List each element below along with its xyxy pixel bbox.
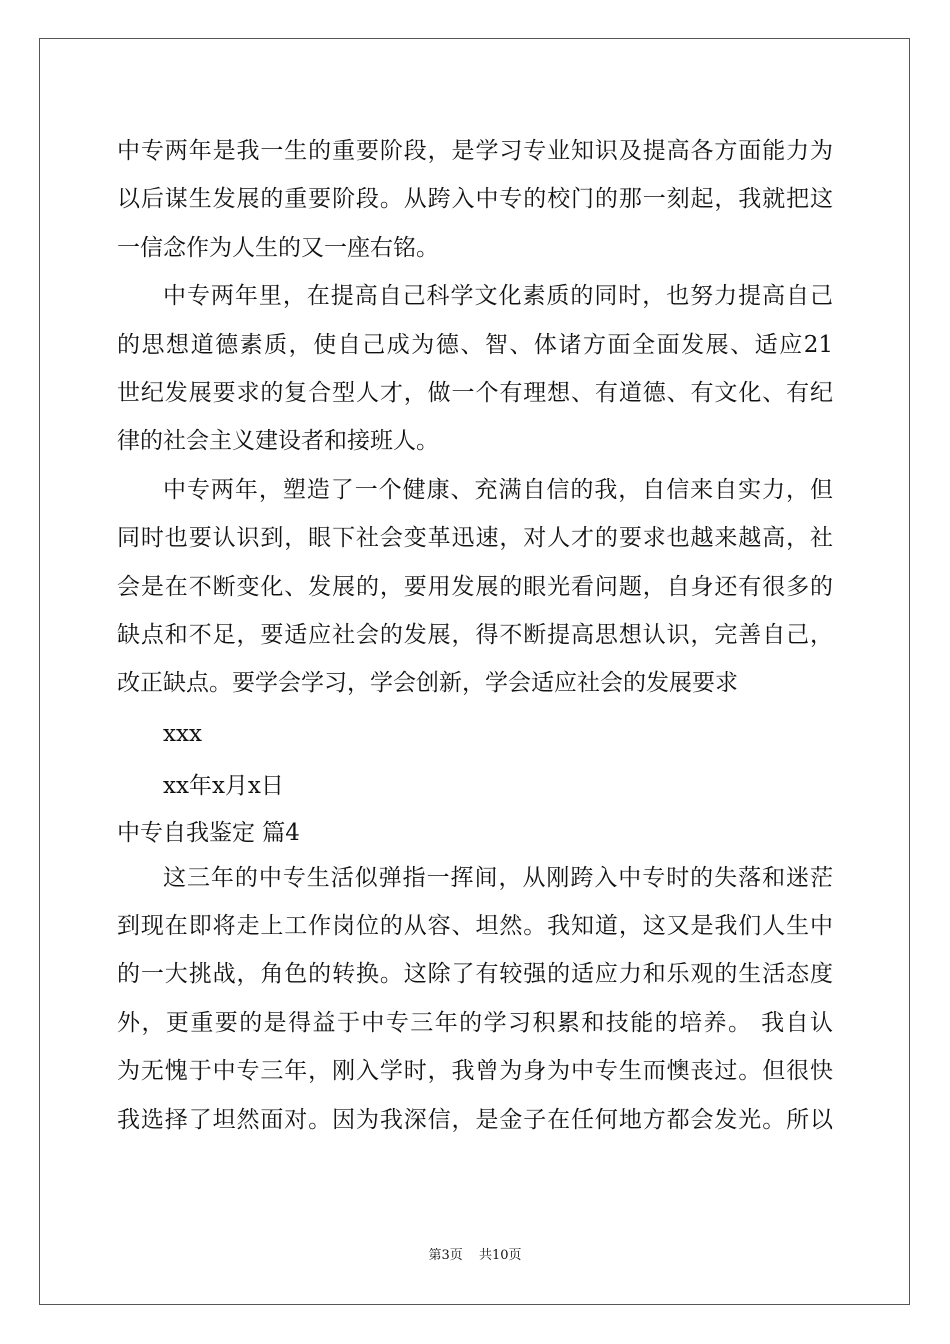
signature-date: xx年x月x日 bbox=[163, 772, 284, 799]
text-line: 会是在不断变化、发展的，要用发展的眼光看问题，自身还有很多的 bbox=[117, 573, 833, 600]
page-number: 第3页 bbox=[428, 1248, 463, 1263]
text-line: 这三年的中专生活似弹指一挥间，从刚跨入中专时的失落和迷茫 bbox=[163, 864, 833, 891]
text-line: 到现在即将走上工作岗位的从容、坦然。我知道，这又是我们人生中 bbox=[117, 913, 833, 940]
text-line: 我选择了坦然面对。因为我深信，是金子在任何地方都会发光。所以 bbox=[117, 1106, 833, 1133]
section-heading: 中专自我鉴定 篇4 bbox=[117, 819, 300, 846]
text-line: 中专两年是我一生的重要阶段，是学习专业知识及提高各方面能力为 bbox=[117, 138, 833, 164]
text-line: 以后谋生发展的重要阶段。从跨入中专的校门的那一刻起，我就把这 bbox=[117, 186, 833, 213]
text-line: 缺点和不足，要适应社会的发展，得不断提高思想认识，完善自己， bbox=[117, 621, 833, 648]
signature-name: xxx bbox=[163, 720, 202, 747]
text-line: 一信念作为人生的又一座右铭。 bbox=[117, 234, 439, 261]
text-line: 律的社会主义建设者和接班人。 bbox=[117, 428, 439, 455]
text-line: 为无愧于中专三年，刚入学时，我曾为身为中专生而懊丧过。但很快 bbox=[117, 1058, 833, 1085]
text-line: 世纪发展要求的复合型人才，做一个有理想、有道德、有文化、有纪 bbox=[117, 379, 833, 406]
text-line: 中专两年里，在提高自己科学文化素质的同时，也努力提高自己 bbox=[163, 283, 833, 310]
text-line: 改正缺点。要学会学习，学会创新，学会适应社会的发展要求 bbox=[117, 670, 738, 697]
text-line: 的思想道德素质，使自己成为德、智、体诸方面全面发展、适应21 bbox=[117, 331, 833, 358]
text-line: 的一大挑战，角色的转换。这除了有较强的适应力和乐观的生活态度 bbox=[117, 961, 833, 988]
text-line: 中专两年，塑造了一个健康、充满自信的我，自信来自实力，但 bbox=[163, 476, 833, 503]
text-line: 外，更重要的是得益于中专三年的学习积累和技能的培养。 我自认 bbox=[117, 1009, 833, 1036]
document-body bbox=[117, 127, 833, 1144]
page-footer bbox=[0, 1244, 950, 1263]
page-total: 共10页 bbox=[478, 1248, 522, 1263]
text-line: 同时也要认识到，眼下社会变革迅速，对人才的要求也越来越高，社 bbox=[117, 525, 833, 552]
